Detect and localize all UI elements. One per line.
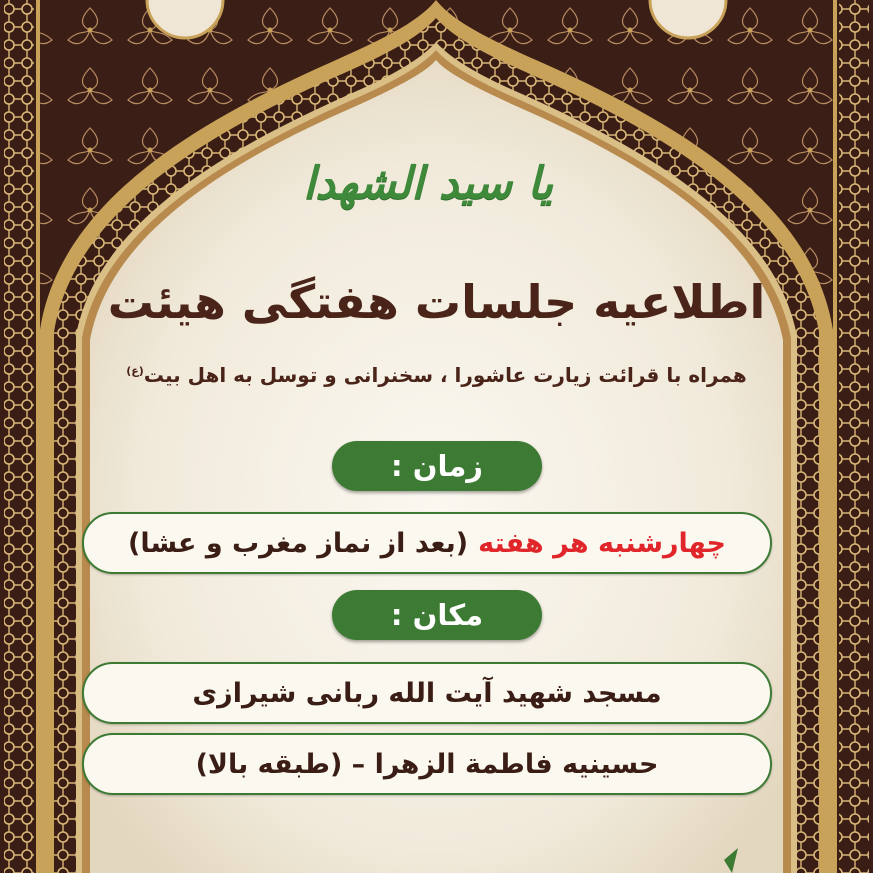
place-label: مکان : bbox=[390, 598, 484, 632]
time-label: زمان : bbox=[391, 449, 483, 483]
time-info-box bbox=[82, 512, 772, 574]
page-title: اطلاعیه جلسات هفتگی هیئت bbox=[107, 275, 766, 329]
time-day: چهارشنبه هر هفته bbox=[478, 527, 726, 559]
subtitle-honorific: (ع) bbox=[126, 364, 144, 378]
subtitle-text: همراه با قرائت زیارت عاشورا ، سخنرانی و توسل به اهل بیت bbox=[143, 363, 747, 387]
place-line-1: مسجد شهید آیت الله ربانی شیرازی bbox=[192, 677, 662, 709]
calligraphy-emblem: یا سید الشهدا bbox=[302, 157, 553, 209]
time-detail: (بعد از نماز مغرب و عشا) bbox=[128, 527, 469, 559]
place-info-box-2 bbox=[82, 733, 772, 795]
place-info-box-1 bbox=[82, 662, 772, 724]
place-label-pill bbox=[332, 590, 542, 640]
subtitle bbox=[0, 363, 873, 387]
place-line-2: حسینیه فاطمة الزهرا – (طبقه بالا) bbox=[195, 748, 659, 780]
time-label-pill bbox=[332, 441, 542, 491]
